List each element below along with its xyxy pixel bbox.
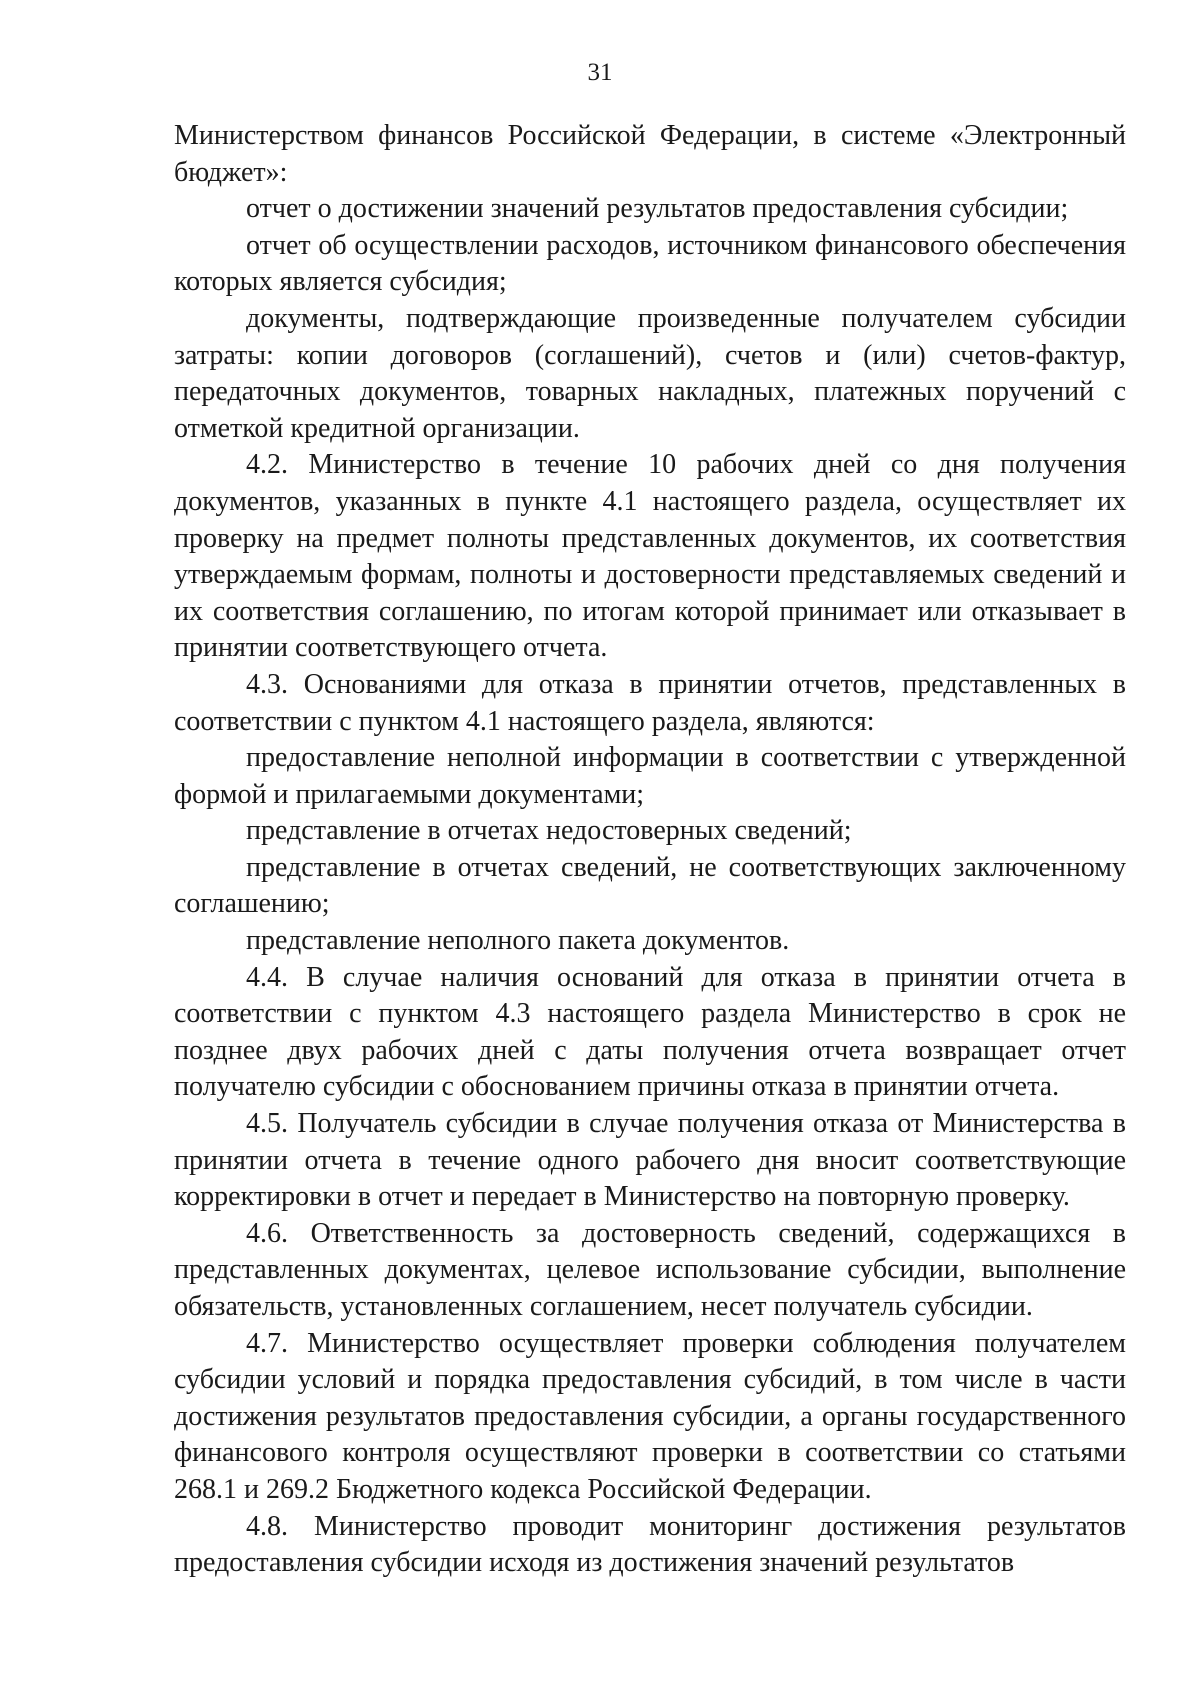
document-body [174,118,1126,1582]
paragraph: отчет об осуществлении расходов, источником финансового обеспечения которых является субсидия; [174,229,1126,298]
paragraph-4-5: 4.5. Получатель субсидии в случае получения отказа от Министерства в принятии отчета в течение одного рабочего дня вносит соответствующие корректировки в отчет и передает в Министерство на повторную проверку. [174,1108,1126,1213]
paragraph-4-3: 4.3. Основаниями для отказа в принятии отчетов, представленных в соответствии с пунктом 4.1 настоящего раздела, являются: [174,668,1126,737]
paragraph: предоставление неполной информации в соответствии с утвержденной формой и прилагаемыми документами; [174,742,1126,810]
paragraph-4-8: 4.8. Министерство проводит мониторинг достижения результатов предоставления субсидии исходя из достижения значений результатов [174,1510,1126,1579]
paragraph-4-4: 4.4. В случае наличия оснований для отказа в принятии отчета в соответствии с пунктом 4.3 настоящего раздела Министерство в срок не позднее двух рабочих дней с даты получения отчета возвращает отчет получателю субсидии с обоснованием причины отказа в принятии отчета. [174,961,1126,1103]
paragraph: представление неполного пакета документов. [246,925,790,957]
paragraph: представление в отчетах недостоверных сведений; [246,815,852,847]
paragraph-4-7: 4.7. Министерство осуществляет проверки соблюдения получателем субсидии условий и порядка предоставления субсидий, в том числе в части достижения результатов предоставления субсидии, а органы государственного финансового контроля осуществляют проверки в соответствии со статьями 268.1 и 269.2 Бюджетного кодекса Российской Федерации. [174,1327,1126,1505]
paragraph: отчет о достижении значений результатов предоставления субсидии; [246,193,1069,225]
paragraph: Министерством финансов Российской Федерации, в системе «Электронный бюджет»: [174,120,1126,188]
page-number: 31 [587,59,613,86]
paragraph-4-6: 4.6. Ответственность за достоверность сведений, содержащихся в представленных документах, целевое использование субсидии, выполнение обязательств, установленных соглашением, несет получатель субсидии. [174,1217,1126,1322]
paragraph: представление в отчетах сведений, не соответствующих заключенному соглашению; [174,851,1126,920]
paragraph: документы, подтверждающие произведенные получателем субсидии затраты: копии договоров (соглашений), счетов и (или) счетов-фактур, передаточных документов, товарных накладных, платежных поручений с отметкой кредитной организации. [174,302,1126,444]
paragraph-4-2: 4.2. Министерство в течение 10 рабочих дней со дня получения документов, указанных в пункте 4.1 настоящего раздела, осуществляет их проверку на предмет полноты представленных документов, их соответствия утверждаемым формам, полноты и достоверности представляемых сведений и их соответствия соглашению, по итогам которой принимает или отказывает в принятии соответствующего отчета. [174,449,1126,664]
